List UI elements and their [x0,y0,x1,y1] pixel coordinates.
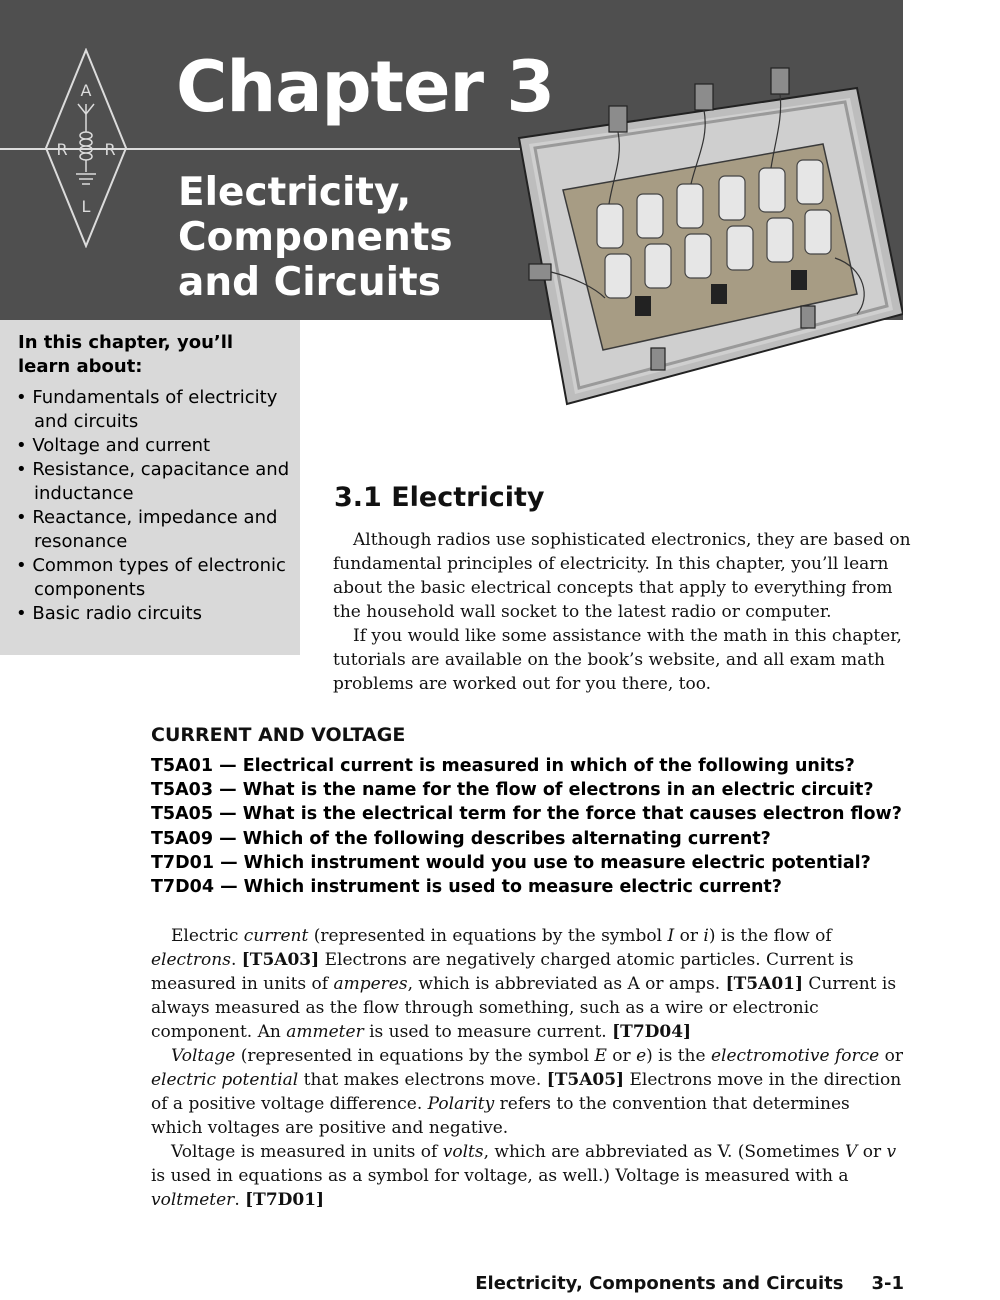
exam-question-list [151,754,911,899]
exam-question: T7D04 — Which instrument is used to measure electric current? [151,877,782,898]
learning-objectives-list [16,386,298,626]
chapter-subtitle [178,170,453,305]
svg-text:L: L [81,197,91,216]
question-reference: [T7D01] [245,1190,325,1210]
page-number: 3-1 [871,1273,904,1294]
svg-text:A: A [80,81,92,100]
svg-text:R: R [56,140,68,159]
question-reference: [T5A03] [241,950,320,970]
exam-question: T5A01 — Electrical current is measured in which of the following units? [151,756,855,776]
paragraph: Although radios use sophisticated electronics, they are based on fundamental principles of electricity. In this chapter, you’ll learn about the basic electrical concepts that apply to everything from the household wall socket to the latest radio or computer. [333,530,911,622]
list-item: • Reactance, impedance and resonance [16,506,298,554]
paragraph: If you would like some assistance with the math in this chapter, tutorials are available on the book’s website, and all exam math problems are worked out for you there, too. [333,626,902,694]
svg-text:R: R [104,140,116,159]
chapter-subtitle-line: and Circuits [178,260,441,305]
topic-heading: CURRENT AND VOLTAGE [151,724,406,746]
circuit-enclosure-photo [505,58,903,408]
exam-question: T7D01 — Which instrument would you use to measure electric potential? [151,852,871,873]
exam-question: T5A03 — What is the name for the flow of electrons in an electric circuit? [151,780,874,801]
learning-objectives-box [0,320,300,655]
question-reference: [T5A05] [546,1070,625,1090]
question-reference: [T5A01] [725,974,804,994]
section-intro [333,528,913,696]
chapter-subtitle-line: Electricity, [178,170,412,215]
exam-question: T5A05 — What is the electrical term for the force that causes electron flow? [151,804,902,825]
chapter-title: Chapter 3 [176,46,555,128]
exam-question: T5A09 — Which of the following describes alternating current? [151,828,771,849]
footer-title: Electricity, Components and Circuits [475,1273,844,1294]
list-item: • Voltage and current [16,434,298,458]
chapter-subtitle-line: Components [178,215,453,260]
list-item: • Fundamentals of electricity and circuits [16,386,298,434]
list-item: • Common types of electronic components [16,554,298,602]
section-heading: 3.1 Electricity [334,482,545,513]
paragraph-volts: Voltage is measured in units of volts, which are abbreviated as V. (Sometimes V or v is used in equations as a symbol for voltage, as well.) Voltage is measured with a voltmeter. [T7D01] [151,1142,897,1210]
question-reference: [T7D04] [612,1022,692,1042]
list-item: • Resistance, capacitance and inductance [16,458,298,506]
learning-objectives-heading: In this chapter, you’ll learn about: [18,332,234,377]
paragraph-current: Electric current (represented in equations by the symbol I or i) is the flow of electrons. [T5A03] Electrons are negatively charged atomic particles. Current is measured in units of amperes, which is abbreviated as A or amps. [T5A01] Current is always measured as the flow through something, such as a wire or electronic component. An ammeter is used to measure current. [T7D04] [151,926,897,1042]
list-item: • Basic radio circuits [16,602,298,626]
paragraph-voltage: Voltage (represented in equations by the symbol E or e) is the electromotive force or electric potential that makes electrons move. [T5A05] Electrons move in the direction of a positive voltage difference. Polarity refers to the convention that determines which voltages are positive and negative. [151,1046,903,1138]
page-footer [475,1273,904,1294]
arrl-diamond-logo-icon [44,48,128,248]
body-text [151,924,906,1212]
